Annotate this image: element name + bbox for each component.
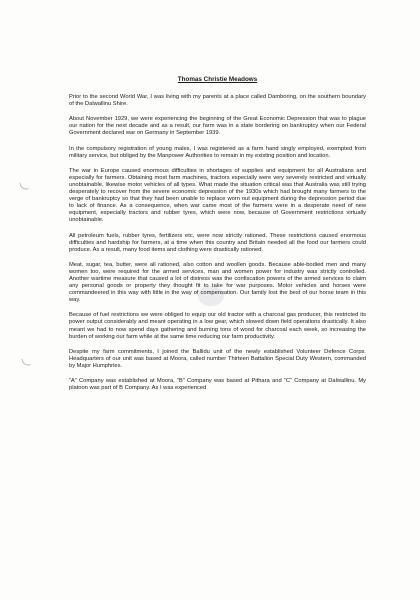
paragraph: Despite my farm commitments, I joined the Ballidu unit of the newly established Volunteer Defence Corps. Headquarters of our unit was based at Moora, called number Thirteen Battalion Special Duty Western, commanded by Major Humphries. (69, 348, 366, 369)
document-body (69, 76, 366, 400)
paragraph: Meat, sugar, tea, butter, were all rationed, also cotton and woollen goods. Because able-bodied men and many women too, were required for the armed services, man and women power for industry was strictly controlled. Another wartime measure that caused a lot of distress was the confiscation powers of the armed services to claim any personal goods or property they thought fit to take for war purposes. Motor vehicles and horses were commandeered in this way with little in the way of compensation. Our family lost the best of our horse team in this way. (69, 261, 366, 304)
paragraph: “A” Company was established at Moora, “B” Company was based at Pithara and “C” Company at Dalwallinu. My platoon was part of B Company. As I was experienced (69, 378, 366, 392)
paragraph: About November 1929, we were experiencing the beginning of the Great Economic Depression that was to plague our nation for the next decade and as a result, our farm was in a state bordering on bankruptcy when our Federal Government declared war on Germany in September 1939. (69, 116, 366, 137)
punch-hole-mark (19, 181, 28, 190)
paragraph: In the compulsory registration of young males, I was registered as a farm hand singly employed, exempted from military service, but obliged by the Manpower Authorities to remain in my existing position and location. (69, 145, 366, 159)
paragraph: Because of fuel restrictions we were obliged to equip our old tractor with a charcoal gas producer, this restricted its power output considerably and meant operating in a low gear, which slowed down field operations drastically. It also meant we had to now spend days gathering and burning tons of wood for charcoal each week, so increasing the burden of working our farm while at the same time reducing our farm productivity. (69, 312, 366, 340)
paragraph: All petroleum fuels, rubber tyres, fertilizers etc, were now strictly rationed. These restrictions caused enormous difficulties and hardship for farmers, at a time when this country and Britain needed all the food our farmers could produce. As a result, many food items and clothing were drastically rationed. (69, 232, 366, 253)
paragraph: The war in Europe caused enormous difficulties in shortages of supplies and equipment for all Australians and especially for farmers. Obtaining most farm machines, tractors especially were very severely restricted and virtually unobtainable, likewise motor vehicles of all types. What made the situation critical was that Australia was still trying desperately to recover from the severe economic depression of the 1930s which had brought many farmers to the verge of bankruptcy so that they had been unable to replace worn out equipment during the depression period due to lack of finance. As a consequence, when war came most of the farmers were in a desperate need of new equipment, especially tractors and rubber tyres, which were now, because of Government restrictions virtually unobtainable. (69, 167, 366, 224)
punch-hole-mark (21, 357, 30, 366)
document-title: Thomas Christie Meadows (177, 76, 258, 83)
paragraph: Prior to the second World War, I was living with my parents at a place called Damboring, on the southern boundary of the Dalwallinu Shire. (69, 94, 366, 108)
